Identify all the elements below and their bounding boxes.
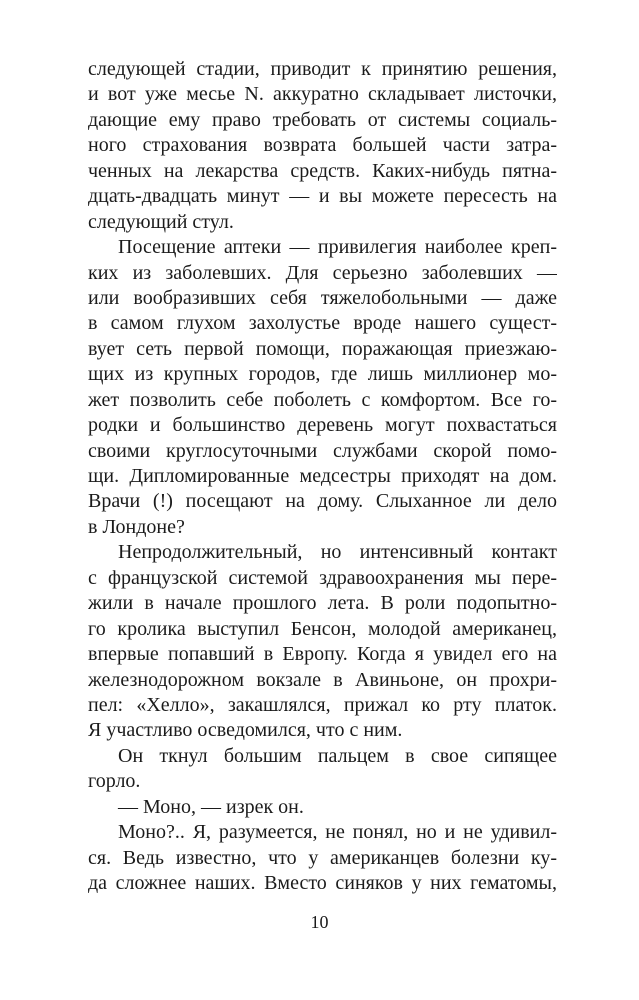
text-line: родки и большинство деревень могут похвастаться [88, 414, 557, 437]
text-line: пел: «Хелло», закашлялся, прижал ко рту платок. [88, 693, 557, 716]
text-line: или вообразивших себя тяжелобольными — даже [88, 286, 557, 309]
paragraph [88, 540, 557, 744]
text-line: ся. Ведь известно, что у американцев болезни ку- [88, 846, 557, 869]
text-line: Я участливо осведомился, что с ним. [88, 719, 403, 742]
text-line: — Моно, — изрек он. [118, 795, 304, 818]
text-line: следующей стадии, приводит к принятию решения, [88, 58, 557, 80]
text-line: дцать-двадцать минут — и вы можете пересесть на [88, 185, 557, 208]
text-line: с французской системой здравоохранения мы пере- [88, 566, 557, 589]
text-line: следующий стул. [88, 210, 234, 233]
text-line: дающие ему право требовать от системы социаль- [88, 108, 557, 131]
body-text [88, 57, 557, 896]
text-line: в Лондоне? [88, 515, 185, 538]
text-line: Он ткнул большим пальцем в свое сипящее [118, 744, 557, 767]
text-line: и вот уже месье N. аккуратно складывает листочки, [88, 83, 557, 106]
text-line: Врачи (!) посещают на дому. Слыханное ли дело [88, 490, 557, 513]
text-line: Моно?.. Я, разумеется, не понял, но и не удивил- [118, 821, 557, 844]
paragraph [88, 57, 557, 235]
text-line: железнодорожном вокзале в Авиньоне, он прохри- [88, 668, 557, 691]
text-line: своими круглосуточными службами скорой помо- [88, 439, 557, 462]
text-line: ких из заболевших. Для серьезно заболевших — [88, 261, 557, 284]
text-line: щих из крупных городов, где лишь миллионер мо- [88, 363, 557, 386]
text-line: ного страхования возврата большей части затра- [88, 134, 557, 157]
text-line: Посещение аптеки — привилегия наиболее креп- [118, 236, 557, 259]
paragraph [88, 820, 557, 896]
text-line: в самом глухом захолустье вроде нашего сущест- [88, 312, 557, 335]
text-line: да сложнее наших. Вместо синяков у них гематомы, [88, 872, 557, 894]
dialogue-line [88, 795, 557, 820]
text-line: Непродолжительный, но интенсивный контакт [118, 541, 557, 564]
paragraph [88, 235, 557, 540]
text-line: жили в начале прошлого лета. В роли подопытно- [88, 592, 557, 615]
text-line: впервые попавший в Европу. Когда я увидел его на [88, 643, 557, 666]
text-line: горло. [88, 770, 141, 793]
text-line: го кролика выступил Бенсон, молодой американец, [88, 617, 557, 640]
text-line: вует сеть первой помощи, поражающая приезжаю- [88, 337, 557, 360]
paragraph [88, 744, 557, 795]
text-line: жет позволить себе поболеть с комфортом. Все го- [88, 388, 557, 411]
text-line: щи. Дипломированные медсестры приходят на дом. [88, 465, 557, 487]
page-number: 10 [310, 912, 329, 932]
text-line: ченных на лекарства средств. Каких-нибудь пятна- [88, 159, 557, 182]
